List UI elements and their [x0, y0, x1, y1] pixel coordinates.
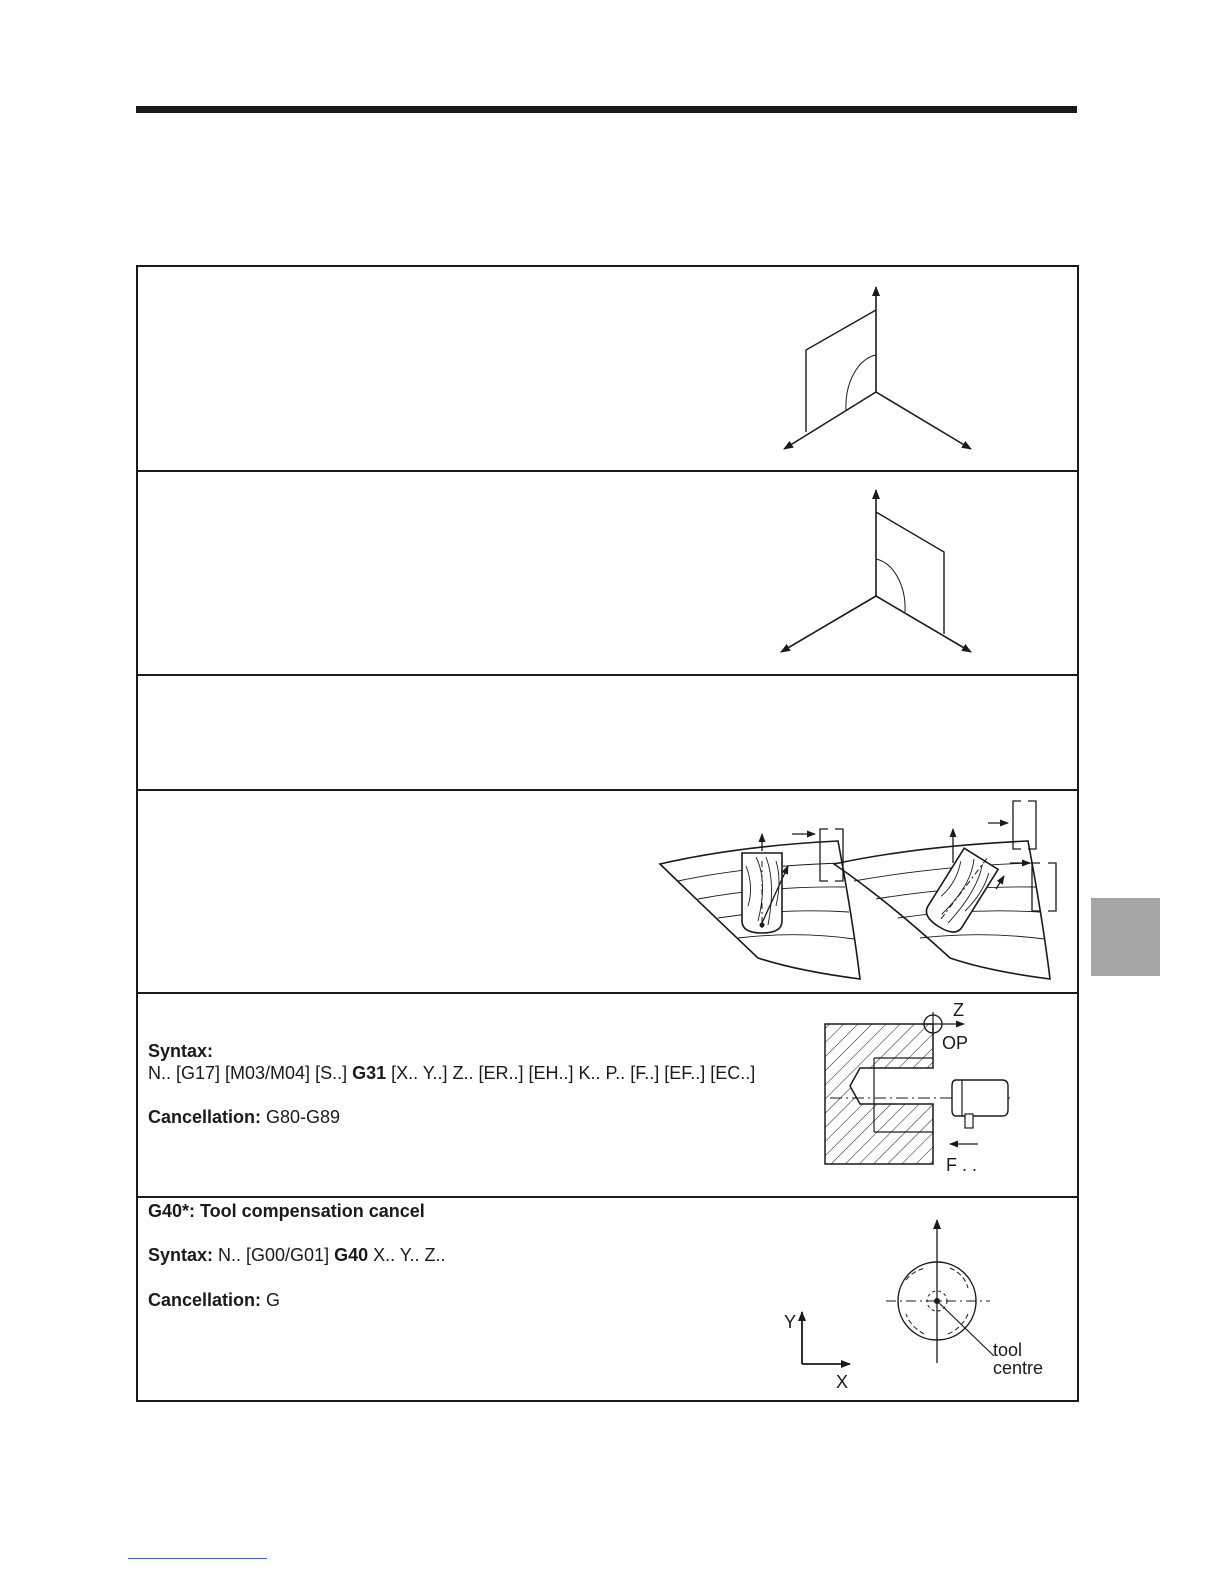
footer-link-underline: [128, 1558, 267, 1559]
g40-code: G40: [334, 1245, 369, 1265]
header-rule: [136, 106, 1077, 113]
g40-syntax-suffix: X.. Y.. Z..: [368, 1245, 446, 1265]
chapter-tab: [1091, 898, 1160, 976]
probe-op-label: OP: [942, 1033, 969, 1053]
probe-feed-label: F . .: [946, 1155, 977, 1175]
table-row-plane-1: [138, 267, 1077, 472]
table-row-g40: [138, 1198, 1077, 1402]
tool-centre-figure: [138, 1198, 1077, 1402]
tool-centre-label-line1: tool: [993, 1340, 1023, 1360]
table-row-g31: [138, 994, 1077, 1198]
probe-z-label: Z: [953, 1000, 964, 1020]
g40-syntax-prefix: N.. [G00/G01]: [213, 1245, 335, 1265]
g31-cancel-label: Cancellation:: [148, 1107, 262, 1127]
table-row-empty: [138, 676, 1077, 791]
g31-code: G31: [352, 1063, 387, 1083]
g40-cancel-value: G: [261, 1290, 281, 1310]
g31-syntax-suffix: [X.. Y..] Z.. [ER..] [EH..] K.. P.. [F..] [EF..] [EC..]: [386, 1063, 756, 1083]
g40-syntax-label: Syntax:: [148, 1245, 214, 1265]
g40-title: G40*: Tool compensation cancel: [148, 1201, 425, 1221]
axis-y-label: Y: [784, 1312, 797, 1332]
g31-cancel-value: G80-G89: [261, 1107, 341, 1127]
tool-centre-label-line2: centre: [993, 1358, 1044, 1378]
g31-syntax-prefix: N.. [G17] [M03/M04] [S..]: [148, 1063, 353, 1083]
plane-diagram-1: [138, 267, 1077, 472]
tool-orientation-figure: [138, 791, 1077, 994]
reference-table: [136, 265, 1079, 1402]
probe-figure: [138, 994, 1077, 1198]
g31-syntax-label: Syntax:: [148, 1041, 214, 1061]
table-row-plane-2: [138, 472, 1077, 676]
g40-cancel-label: Cancellation:: [148, 1290, 262, 1310]
table-row-tool-orientation: [138, 791, 1077, 994]
plane-diagram-2: [138, 472, 1077, 676]
axis-x-label: X: [836, 1372, 849, 1392]
